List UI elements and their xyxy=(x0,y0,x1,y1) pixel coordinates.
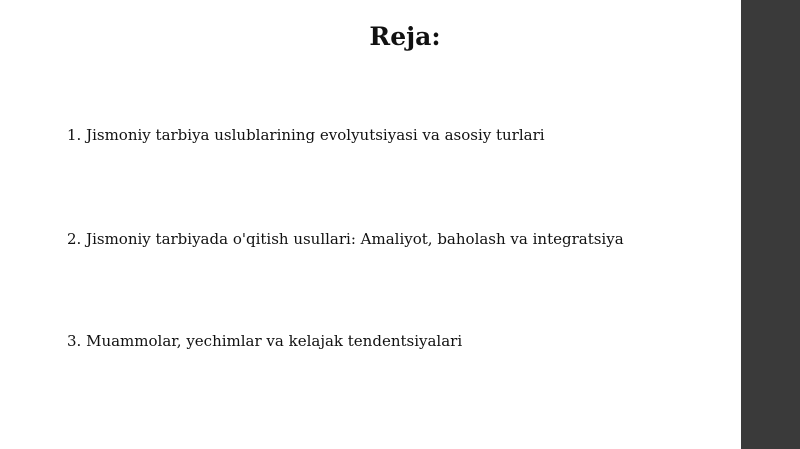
plan-item-1: 1. Jismoniy tarbiya uslublarining evolyutsiyasi va asosiy turlari xyxy=(67,126,545,144)
plan-item-3: 3. Muammolar, yechimlar va kelajak tendentsiyalari xyxy=(67,332,463,350)
slide-title: Reja: xyxy=(369,22,441,51)
plan-item-2: 2. Jismoniy tarbiyada o'qitish usullari: Amaliyot, baholash va integratsiya xyxy=(67,230,624,248)
side-panel xyxy=(741,0,800,449)
